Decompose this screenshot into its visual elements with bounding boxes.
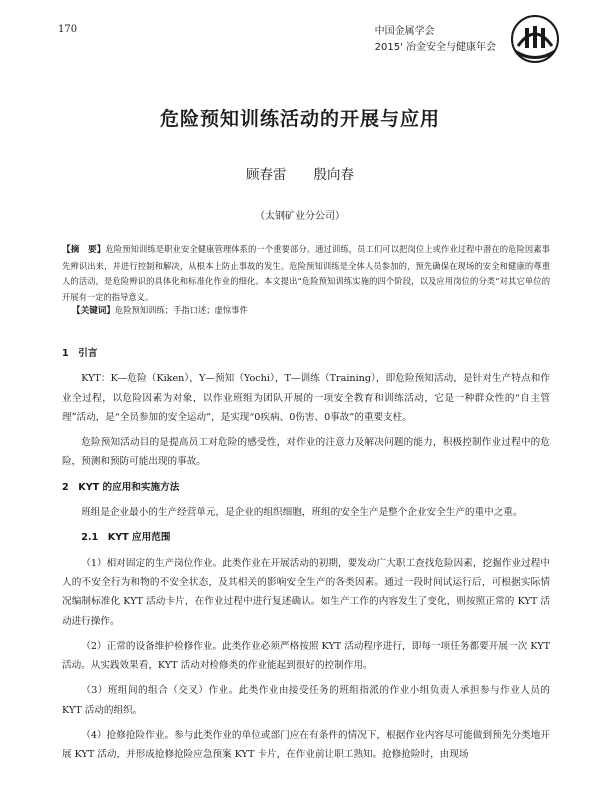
abstract bbox=[62, 242, 550, 305]
keywords-label: 【关键词】 bbox=[72, 306, 115, 316]
paper-affiliation: （太钢矿业分公司） bbox=[255, 211, 345, 222]
keywords bbox=[72, 304, 550, 316]
paragraph: 危险预知活动目的是提高员工对危险的感受性，对作业的注意力及解决问题的能力，积极控制作业过程中的危险，预测和预防可能出现的事故。 bbox=[62, 437, 550, 468]
header-conference-name: 2015' 冶金安全与健康年会 bbox=[374, 42, 496, 53]
keywords-text: 危险预知训练；手指口述；虚惊事件 bbox=[114, 305, 248, 315]
paragraph: 班组是企业最小的生产经营单元，是企业的组织细胞，班组的安全生产是整个企业安全生产的重中之重。 bbox=[81, 507, 523, 519]
subsection-heading-scope: 2.1 KYT 应用范围 bbox=[81, 532, 171, 544]
section-heading-kyt: 2 KYT 的应用和实施方法 bbox=[62, 481, 180, 493]
paragraph: （2）正常的设备维护检修作业。此类作业必须严格按照 KYT 活动程序进行，即每一项任务都要开展一次 KYT 活动。从实践效果看，KYT 活动对检修类的作业能起到很好的控制作用。 bbox=[62, 640, 550, 672]
abstract-text: 危险预知训练是职业安全健康管理体系的一个重要部分。通过训练，员工们可以把岗位上或作业过程中潜在的危险因素事先辨识出来，并进行控制和解决，从根本上防止事故的发生。危险预知训练是全体人员参加的，预先确保在现场的安全和健康的尊重人的活动，是危险辨识的具体化和标准化作业的细化。本文提出“危险预知训练实施的四个阶段，以及应用岗位的分类”对其它单位的开展有一定的指导意义。 bbox=[62, 244, 550, 302]
conference-header bbox=[375, 24, 496, 56]
header-org-name: 中国金属学会 bbox=[374, 26, 435, 37]
paper-authors: 顾春雷 殷向春 bbox=[246, 167, 354, 183]
paragraph: （3）班组间的组合（交叉）作业。此类作业由接受任务的班组指派的作业小组负责人承担参与作业人员的 KYT 活动的组织。 bbox=[62, 685, 550, 716]
paragraph: （1）相对固定的生产岗位作业。此类作业在开展活动的初期，要发动广大职工查找危险因素，挖掘作业过程中人的不安全行为和物的不安全状态，及其相关的影响安全生产的各类因素。通过一段时间试运行后，可根据实际情况编制标准化 KYT 活动卡片，在作业过程中进行复述确认。如生产工作的内容发生了变化，则按照正常的 KYT 活动进行操作。 bbox=[62, 557, 550, 627]
abstract-label: 【摘 要】 bbox=[62, 245, 106, 255]
page-number: 170 bbox=[58, 24, 78, 35]
section-heading-intro: 1 引言 bbox=[62, 348, 98, 359]
paragraph: （4）抢修抢险作业。参与此类作业的单位或部门应在有条件的情况下，根据作业内容尽可能做到预先分类地开展 KYT 活动，并形成抢修抢险应急预案 KYT 卡片，在作业前让职工熟知。抢修抢险时，由现场 bbox=[62, 730, 550, 761]
paper-body bbox=[62, 344, 550, 771]
conference-logo bbox=[510, 14, 560, 64]
paragraph: KYT：K—危险（Kiken），Y—预知（Yochi），T—训练（Training），即危险预知活动，是针对生产特点和作业全过程，以危险因素为对象，以作业班组为团队开展的一项安全教育和训练活动，它是一种群众性的“自主管理”活动，是“全员参加的安全运动”，是实现“0疾病、0伤害、0事故”的重要支柱。 bbox=[62, 373, 550, 423]
paper-title: 危险预知训练活动的开展与应用 bbox=[159, 108, 440, 130]
